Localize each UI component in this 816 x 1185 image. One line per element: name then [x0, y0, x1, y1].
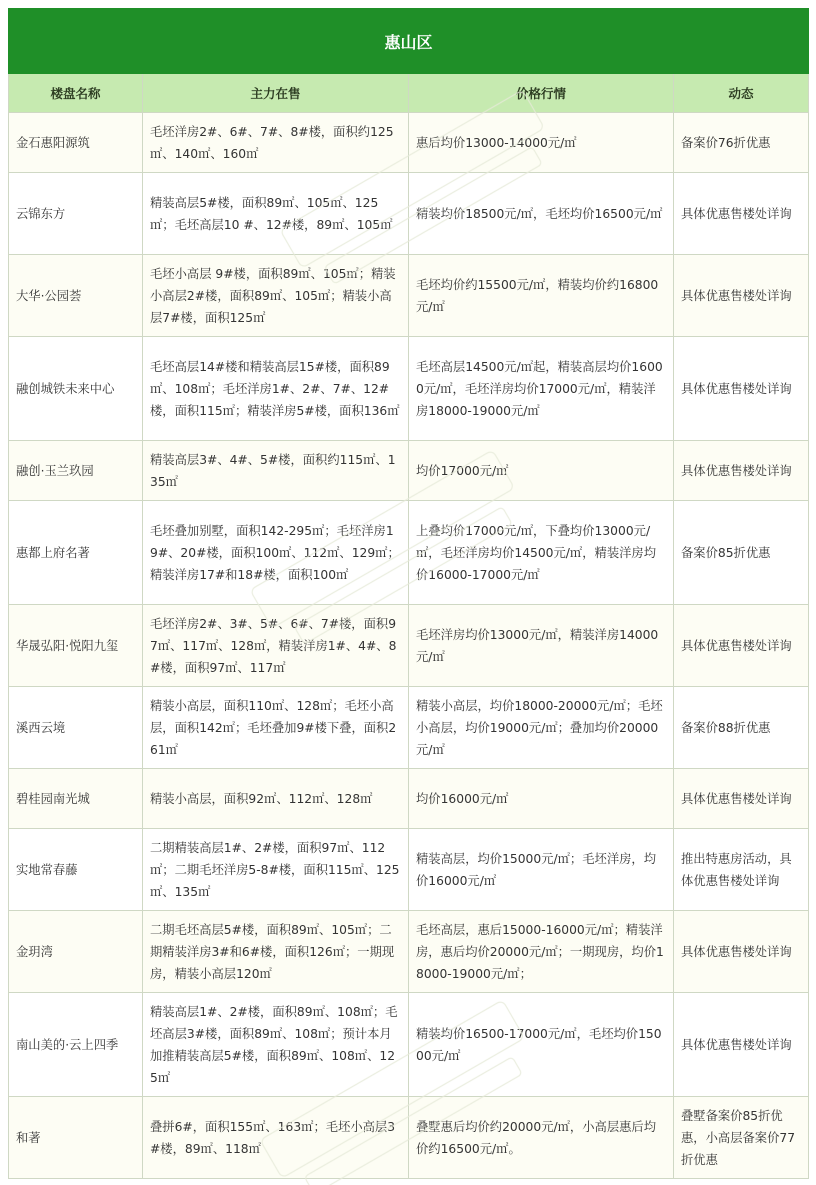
main-sale-cell: 精装高层3#、4#、5#楼，面积约115㎡、135㎡: [143, 441, 409, 501]
price-cell: 均价17000元/㎡: [409, 441, 674, 501]
price-cell: 毛坯高层，惠后15000-16000元/㎡；精装洋房，惠后均价20000元/㎡；一期现房，均价18000-19000元/㎡；: [409, 911, 674, 993]
news-cell: 备案价76折优惠: [674, 113, 809, 173]
price-cell: 毛坯洋房均价13000元/㎡，精装洋房14000元/㎡: [409, 605, 674, 687]
news-cell: 具体优惠售楼处详询: [674, 605, 809, 687]
price-table-container: [8, 8, 808, 1179]
header-price: 价格行情: [409, 74, 674, 113]
table-row: [9, 911, 809, 993]
news-cell: 具体优惠售楼处详询: [674, 337, 809, 441]
table-row: [9, 441, 809, 501]
project-name-cell: 金玥湾: [9, 911, 143, 993]
news-cell: 具体优惠售楼处详询: [674, 993, 809, 1097]
main-sale-cell: 精装小高层，面积110㎡、128㎡；毛坯小高层，面积142㎡；毛坯叠加9#楼下叠，面积261㎡: [143, 687, 409, 769]
news-cell: 推出特惠房活动，具体优惠售楼处详询: [674, 829, 809, 911]
news-cell: 具体优惠售楼处详询: [674, 441, 809, 501]
table-header-row: [9, 74, 809, 113]
news-cell: 备案价85折优惠: [674, 501, 809, 605]
main-sale-cell: 二期毛坯高层5#楼，面积89㎡、105㎡；二期精装洋房3#和6#楼，面积126㎡；一期现房，精装小高层120㎡: [143, 911, 409, 993]
project-name-cell: 惠都上府名著: [9, 501, 143, 605]
main-sale-cell: 二期精装高层1#、2#楼，面积97㎡、112㎡；二期毛坯洋房5-8#楼，面积115㎡、125㎡、135㎡: [143, 829, 409, 911]
project-name-cell: 溪西云境: [9, 687, 143, 769]
news-cell: 具体优惠售楼处详询: [674, 173, 809, 255]
table-row: [9, 501, 809, 605]
project-name-cell: 金石惠阳源筑: [9, 113, 143, 173]
price-cell: 毛坯高层14500元/㎡起，精装高层均价16000元/㎡，毛坯洋房均价17000元/㎡，精装洋房18000-19000元/㎡: [409, 337, 674, 441]
project-name-cell: 大华·公园荟: [9, 255, 143, 337]
table-row: [9, 687, 809, 769]
table-row: [9, 1097, 809, 1179]
price-cell: 精装均价18500元/㎡，毛坯均价16500元/㎡: [409, 173, 674, 255]
main-sale-cell: 毛坯叠加别墅，面积142-295㎡；毛坯洋房19#、20#楼，面积100㎡、112㎡、129㎡；精装洋房17#和18#楼，面积100㎡: [143, 501, 409, 605]
header-news: 动态: [674, 74, 809, 113]
news-cell: 具体优惠售楼处详询: [674, 769, 809, 829]
price-cell: 精装小高层，均价18000-20000元/㎡；毛坯小高层，均价19000元/㎡；叠加均价20000元/㎡: [409, 687, 674, 769]
price-cell: 惠后均价13000-14000元/㎡: [409, 113, 674, 173]
project-name-cell: 实地常春藤: [9, 829, 143, 911]
news-cell: 叠墅备案价85折优惠，小高层备案价77折优惠: [674, 1097, 809, 1179]
project-name-cell: 融创·玉兰玖园: [9, 441, 143, 501]
project-name-cell: 南山美的·云上四季: [9, 993, 143, 1097]
district-title: 惠山区: [9, 9, 809, 74]
main-sale-cell: 毛坯洋房2#、6#、7#、8#楼，面积约125㎡、140㎡、160㎡: [143, 113, 409, 173]
main-sale-cell: 精装小高层，面积92㎡、112㎡、128㎡: [143, 769, 409, 829]
table-row: [9, 829, 809, 911]
table-row: [9, 173, 809, 255]
news-cell: 具体优惠售楼处详询: [674, 911, 809, 993]
header-main-sale: 主力在售: [143, 74, 409, 113]
price-cell: 毛坯均价约15500元/㎡，精装均价约16800元/㎡: [409, 255, 674, 337]
table-row: [9, 113, 809, 173]
price-cell: 精装均价16500-17000元/㎡，毛坯均价15000元/㎡: [409, 993, 674, 1097]
header-project-name: 楼盘名称: [9, 74, 143, 113]
price-table: [8, 8, 809, 1179]
news-cell: 备案价88折优惠: [674, 687, 809, 769]
table-row: [9, 769, 809, 829]
main-sale-cell: 毛坯小高层 9#楼，面积89㎡、105㎡；精装小高层2#楼，面积89㎡、105㎡；精装小高层7#楼，面积125㎡: [143, 255, 409, 337]
price-cell: 上叠均价17000元/㎡，下叠均价13000元/㎡，毛坯洋房均价14500元/㎡，精装洋房均价16000-17000元/㎡: [409, 501, 674, 605]
main-sale-cell: 精装高层1#、2#楼，面积89㎡、108㎡；毛坯高层3#楼，面积89㎡、108㎡；预计本月加推精装高层5#楼，面积89㎡、108㎡、125㎡: [143, 993, 409, 1097]
main-sale-cell: 叠拼6#，面积155㎡、163㎡；毛坯小高层3#楼，89㎡、118㎡: [143, 1097, 409, 1179]
news-cell: 具体优惠售楼处详询: [674, 255, 809, 337]
main-sale-cell: 精装高层5#楼，面积89㎡、105㎡、125㎡；毛坯高层10 #、12#楼，89㎡、105㎡: [143, 173, 409, 255]
price-cell: 均价16000元/㎡: [409, 769, 674, 829]
project-name-cell: 碧桂园南光城: [9, 769, 143, 829]
table-row: [9, 993, 809, 1097]
project-name-cell: 和著: [9, 1097, 143, 1179]
table-row: [9, 255, 809, 337]
price-cell: 精装高层，均价15000元/㎡；毛坯洋房，均价16000元/㎡: [409, 829, 674, 911]
table-row: [9, 337, 809, 441]
table-title-row: [9, 9, 809, 74]
main-sale-cell: 毛坯洋房2#、3#、5#、6#、7#楼，面积97㎡、117㎡、128㎡，精装洋房1#、4#、8#楼，面积97㎡、117㎡: [143, 605, 409, 687]
price-cell: 叠墅惠后均价约20000元/㎡，小高层惠后均价约16500元/㎡。: [409, 1097, 674, 1179]
table-row: [9, 605, 809, 687]
project-name-cell: 云锦东方: [9, 173, 143, 255]
project-name-cell: 融创城铁未来中心: [9, 337, 143, 441]
project-name-cell: 华晟弘阳·悦阳九玺: [9, 605, 143, 687]
main-sale-cell: 毛坯高层14#楼和精装高层15#楼，面积89㎡、108㎡；毛坯洋房1#、2#、7#、12#楼，面积115㎡；精装洋房5#楼，面积136㎡: [143, 337, 409, 441]
